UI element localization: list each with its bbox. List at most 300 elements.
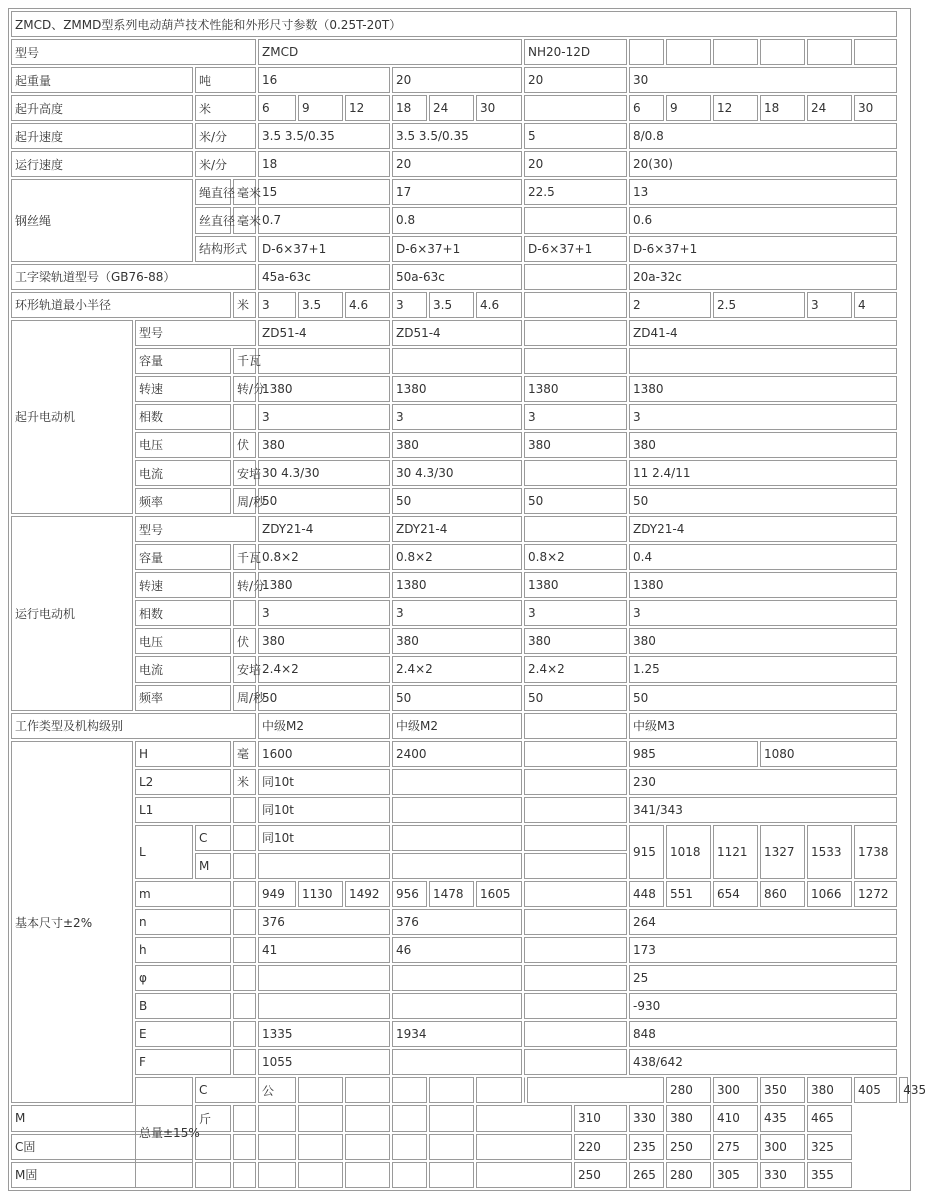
table-row — [11, 1077, 908, 1103]
table-cell: 总量±15% — [135, 1077, 193, 1188]
table-cell: 同10t — [258, 769, 390, 795]
table-row — [11, 1162, 908, 1188]
table-cell — [392, 1162, 427, 1188]
table-cell: h — [135, 937, 231, 963]
table-cell: 380 — [392, 432, 522, 458]
table-cell: 280 — [666, 1162, 711, 1188]
table-cell — [476, 1162, 572, 1188]
table-cell: 915 — [629, 825, 664, 879]
table-cell: 11 2.4/11 — [629, 460, 897, 486]
table-cell: n — [135, 909, 231, 935]
table-cell — [524, 95, 627, 121]
table-title: ZMCD、ZMMD型系列电动葫芦技术性能和外形尺寸参数（0.25T-20T） — [11, 11, 897, 37]
table-cell — [345, 1134, 390, 1160]
table-cell: 20 — [524, 67, 627, 93]
table-cell: 20(30) — [629, 151, 897, 177]
table-cell: 300 — [713, 1077, 758, 1103]
table-cell: 1380 — [392, 376, 522, 402]
table-cell: 41 — [258, 937, 390, 963]
table-cell — [524, 713, 627, 739]
table-cell — [258, 348, 390, 374]
table-row — [11, 937, 908, 963]
table-cell — [524, 348, 627, 374]
table-cell: 16 — [258, 67, 390, 93]
table-cell: 1605 — [476, 881, 522, 907]
table-cell — [233, 1162, 256, 1188]
table-cell: ZD51-4 — [392, 320, 522, 346]
table-cell: 运行速度 — [11, 151, 193, 177]
table-cell: 千瓦 — [233, 348, 256, 374]
table-cell: 250 — [574, 1162, 627, 1188]
table-cell: 985 — [629, 741, 758, 767]
table-cell: ZD41-4 — [629, 320, 897, 346]
table-cell — [233, 1134, 256, 1160]
table-cell: 0.8×2 — [258, 544, 390, 570]
table-cell: 容量 — [135, 348, 231, 374]
table-cell: 325 — [807, 1134, 852, 1160]
table-row — [11, 460, 908, 486]
table-row — [11, 348, 908, 374]
table-cell: 956 — [392, 881, 427, 907]
table-cell: 1533 — [807, 825, 852, 879]
table-row — [11, 769, 908, 795]
table-cell: 264 — [629, 909, 897, 935]
table-cell: 380 — [392, 628, 522, 654]
table-cell: 3 — [524, 404, 627, 430]
table-cell: 45a-63c — [258, 264, 390, 290]
table-row — [11, 685, 908, 711]
table-cell: ZDY21-4 — [258, 516, 390, 542]
table-cell: M — [195, 853, 231, 879]
table-cell — [258, 1105, 296, 1131]
table-cell: H — [135, 741, 231, 767]
table-row — [11, 123, 908, 149]
table-cell: 工字梁轨道型号（GB76-88） — [11, 264, 256, 290]
table-cell: 380 — [629, 628, 897, 654]
table-cell — [524, 825, 627, 851]
table-row — [11, 993, 908, 1019]
table-row — [11, 292, 908, 318]
table-cell: 3 — [392, 292, 427, 318]
table-cell — [233, 404, 256, 430]
table-cell — [392, 1049, 522, 1075]
table-cell: ZD51-4 — [258, 320, 390, 346]
table-cell: 转/分 — [233, 572, 256, 598]
table-cell — [195, 1134, 231, 1160]
table-cell: 伏 — [233, 628, 256, 654]
table-cell: 848 — [629, 1021, 897, 1047]
table-cell: 容量 — [135, 544, 231, 570]
table-row — [11, 965, 908, 991]
table-cell: 355 — [807, 1162, 852, 1188]
table-cell: 15 — [258, 179, 390, 205]
table-cell: 起升电动机 — [11, 320, 133, 514]
table-cell: 0.7 — [258, 207, 390, 233]
table-cell: 18 — [258, 151, 390, 177]
table-cell — [298, 1077, 343, 1103]
table-cell — [233, 909, 256, 935]
spec-table-body — [11, 11, 926, 1188]
table-cell — [392, 1134, 427, 1160]
table-cell — [392, 769, 522, 795]
table-cell: 50 — [524, 488, 627, 514]
table-cell — [524, 320, 627, 346]
table-cell: 米 — [195, 95, 256, 121]
table-cell: 330 — [629, 1105, 664, 1131]
table-cell: 3 — [258, 600, 390, 626]
table-cell: 米 — [233, 292, 256, 318]
table-cell: 1492 — [345, 881, 390, 907]
table-cell: C — [195, 1077, 256, 1103]
table-cell: 米/分 — [195, 151, 256, 177]
table-cell: 1080 — [760, 741, 897, 767]
table-cell: 中级M2 — [258, 713, 390, 739]
table-row — [11, 320, 908, 346]
table-cell: 1018 — [666, 825, 711, 879]
table-cell: 1380 — [524, 376, 627, 402]
table-cell: 运行电动机 — [11, 516, 133, 710]
table-cell — [629, 348, 897, 374]
table-cell — [233, 1105, 256, 1131]
table-cell — [429, 1077, 474, 1103]
table-cell: 12 — [345, 95, 390, 121]
table-cell — [429, 1134, 474, 1160]
table-cell: 丝直径 — [195, 207, 231, 233]
table-cell: 电压 — [135, 628, 231, 654]
table-cell: 起重量 — [11, 67, 193, 93]
table-cell: 30 — [476, 95, 522, 121]
table-cell — [233, 1049, 256, 1075]
table-cell — [345, 1105, 390, 1131]
table-cell — [524, 1077, 525, 1103]
table-cell: 频率 — [135, 488, 231, 514]
table-cell: 千瓦 — [233, 544, 256, 570]
table-cell — [392, 348, 522, 374]
table-cell: 235 — [629, 1134, 664, 1160]
table-cell: 安培 — [233, 656, 256, 682]
table-cell: 2.4×2 — [392, 656, 522, 682]
table-cell: 380 — [524, 432, 627, 458]
table-cell: 376 — [392, 909, 522, 935]
table-cell: 毫 — [233, 741, 256, 767]
spec-table — [8, 8, 926, 1191]
table-cell — [524, 993, 627, 1019]
table-cell: 50 — [392, 488, 522, 514]
table-cell — [392, 825, 522, 851]
table-cell: 转速 — [135, 572, 231, 598]
table-cell: 330 — [760, 1162, 805, 1188]
table-cell: 2.5 — [713, 292, 805, 318]
table-cell — [258, 965, 390, 991]
table-cell: 4.6 — [476, 292, 522, 318]
table-cell: 起升高度 — [11, 95, 193, 121]
table-row — [11, 600, 908, 626]
table-cell: 1327 — [760, 825, 805, 879]
table-cell: 9 — [298, 95, 343, 121]
table-row — [11, 544, 908, 570]
table-cell — [524, 909, 627, 935]
table-cell: m — [135, 881, 231, 907]
table-row — [11, 656, 908, 682]
table-cell: 1934 — [392, 1021, 522, 1047]
table-row — [11, 741, 908, 767]
table-cell: 0.4 — [629, 544, 897, 570]
table-cell: 绳直径 — [195, 179, 231, 205]
table-cell: 伏 — [233, 432, 256, 458]
table-cell: 17 — [392, 179, 522, 205]
table-cell: 25 — [629, 965, 897, 991]
table-cell — [429, 1162, 474, 1188]
table-cell: 300 — [760, 1134, 805, 1160]
table-cell — [476, 1077, 522, 1103]
table-cell: 8/0.8 — [629, 123, 897, 149]
table-cell — [233, 993, 256, 1019]
table-cell — [233, 600, 256, 626]
table-cell — [233, 1021, 256, 1047]
table-cell: ZDY21-4 — [629, 516, 897, 542]
table-cell: 50 — [258, 685, 390, 711]
table-cell: 654 — [713, 881, 758, 907]
table-row — [11, 39, 908, 65]
table-cell: D-6×37+1 — [524, 236, 627, 262]
table-cell: 毫米 — [233, 179, 256, 205]
table-cell: C固 — [11, 1134, 193, 1160]
table-cell: 1335 — [258, 1021, 390, 1047]
table-row — [11, 1049, 908, 1075]
table-cell: 3 — [629, 600, 897, 626]
table-cell: 型号 — [135, 320, 256, 346]
table-cell — [392, 993, 522, 1019]
table-cell — [524, 797, 627, 823]
table-cell: 448 — [629, 881, 664, 907]
table-cell: 20 — [392, 151, 522, 177]
table-cell — [233, 797, 256, 823]
table-cell — [524, 937, 627, 963]
table-cell: 1121 — [713, 825, 758, 879]
table-cell — [666, 39, 711, 65]
table-cell: 380 — [524, 628, 627, 654]
table-cell: D-6×37+1 — [258, 236, 390, 262]
table-cell: 173 — [629, 937, 897, 963]
table-row — [11, 67, 908, 93]
table-cell: F — [135, 1049, 231, 1075]
table-cell: 1.25 — [629, 656, 897, 682]
table-cell — [392, 965, 522, 991]
table-cell: 1066 — [807, 881, 852, 907]
table-cell: 结构形式 — [195, 236, 256, 262]
table-cell: 3 — [258, 292, 296, 318]
table-cell — [233, 853, 256, 879]
table-cell: 1272 — [854, 881, 897, 907]
table-cell: M — [11, 1105, 193, 1131]
table-cell — [524, 292, 627, 318]
table-cell — [760, 39, 805, 65]
table-cell: 230 — [629, 769, 897, 795]
table-cell — [392, 1077, 427, 1103]
table-cell — [429, 1105, 474, 1131]
table-row — [11, 516, 908, 542]
table-cell: 起升速度 — [11, 123, 193, 149]
table-cell: 9 — [666, 95, 711, 121]
table-cell — [233, 825, 256, 851]
table-cell: 转/分 — [233, 376, 256, 402]
table-cell: 46 — [392, 937, 522, 963]
table-cell — [524, 207, 627, 233]
table-cell: L1 — [135, 797, 231, 823]
table-cell — [258, 993, 390, 1019]
table-cell: 250 — [666, 1134, 711, 1160]
table-cell: 220 — [574, 1134, 627, 1160]
table-cell: 4 — [854, 292, 897, 318]
table-row — [11, 264, 908, 290]
table-cell: 0.6 — [629, 207, 897, 233]
table-cell: 工作类型及机构级别 — [11, 713, 256, 739]
table-cell: 2400 — [392, 741, 522, 767]
table-cell: 1380 — [258, 376, 390, 402]
table-row — [11, 881, 908, 907]
table-cell: 24 — [429, 95, 474, 121]
table-cell: 2 — [629, 292, 711, 318]
table-cell: 275 — [713, 1134, 758, 1160]
table-cell: 吨 — [195, 67, 256, 93]
table-cell: 18 — [760, 95, 805, 121]
table-cell — [233, 881, 256, 907]
table-cell: 频率 — [135, 685, 231, 711]
table-cell: 1738 — [854, 825, 897, 879]
table-cell: 中级M2 — [392, 713, 522, 739]
table-cell: 1380 — [392, 572, 522, 598]
table-cell: 2.4×2 — [524, 656, 627, 682]
table-cell — [298, 1134, 343, 1160]
table-cell: 1380 — [258, 572, 390, 598]
table-cell — [524, 516, 627, 542]
table-cell: 周/秒 — [233, 488, 256, 514]
table-cell — [345, 1162, 390, 1188]
table-cell: 2.4×2 — [258, 656, 390, 682]
table-cell: 3.5 3.5/0.35 — [392, 123, 522, 149]
table-cell: 公 — [258, 1077, 296, 1103]
table-cell: 265 — [629, 1162, 664, 1188]
table-cell: 相数 — [135, 600, 231, 626]
table-cell: 型号 — [135, 516, 256, 542]
table-cell: 电流 — [135, 656, 231, 682]
table-cell: 465 — [807, 1105, 852, 1131]
table-cell: 50 — [524, 685, 627, 711]
table-cell: 380 — [807, 1077, 852, 1103]
table-row — [11, 376, 908, 402]
table-cell: 50 — [392, 685, 522, 711]
table-cell: 20 — [524, 151, 627, 177]
table-cell: 6 — [258, 95, 296, 121]
table-row — [11, 713, 908, 739]
table-cell: 435 — [760, 1105, 805, 1131]
table-cell: 438/642 — [629, 1049, 897, 1075]
table-cell: 3 — [524, 600, 627, 626]
table-cell: 24 — [807, 95, 852, 121]
table-row — [11, 488, 908, 514]
table-cell: 转速 — [135, 376, 231, 402]
table-cell: 米/分 — [195, 123, 256, 149]
table-cell: 50 — [629, 685, 897, 711]
table-row — [11, 628, 908, 654]
table-cell — [524, 741, 627, 767]
table-cell: 1380 — [629, 572, 897, 598]
table-cell: 1380 — [629, 376, 897, 402]
table-cell: 3 — [392, 404, 522, 430]
table-cell: 310 — [574, 1105, 627, 1131]
table-cell: 1478 — [429, 881, 474, 907]
table-cell: 18 — [392, 95, 427, 121]
table-cell — [524, 1049, 627, 1075]
table-cell: 30 4.3/30 — [392, 460, 522, 486]
table-cell: 341/343 — [629, 797, 897, 823]
table-cell — [392, 1105, 427, 1131]
table-cell: 30 4.3/30 — [258, 460, 390, 486]
table-cell: 0.8×2 — [524, 544, 627, 570]
table-cell — [298, 1162, 343, 1188]
table-cell — [476, 1134, 572, 1160]
table-cell — [392, 853, 522, 879]
table-row — [11, 432, 908, 458]
table-cell: 3 — [392, 600, 522, 626]
table-cell: φ — [135, 965, 231, 991]
table-cell: D-6×37+1 — [392, 236, 522, 262]
table-cell — [713, 39, 758, 65]
table-cell: 860 — [760, 881, 805, 907]
table-cell: 3.5 — [429, 292, 474, 318]
table-cell — [629, 39, 664, 65]
table-cell: 斤 — [195, 1105, 231, 1131]
table-cell — [392, 797, 522, 823]
table-cell: 30 — [629, 67, 897, 93]
table-cell: 435 — [899, 1077, 908, 1103]
table-cell — [233, 965, 256, 991]
table-cell: 30 — [854, 95, 897, 121]
table-cell: 380 — [666, 1105, 711, 1131]
table-row — [11, 1021, 908, 1047]
table-cell: 6 — [629, 95, 664, 121]
table-row — [11, 572, 908, 598]
table-cell: NH20-12D — [524, 39, 627, 65]
table-row — [11, 797, 908, 823]
table-cell: 350 — [760, 1077, 805, 1103]
table-cell — [524, 264, 627, 290]
table-cell — [524, 965, 627, 991]
table-row — [11, 95, 908, 121]
table-cell: 同10t — [258, 825, 390, 851]
table-cell — [854, 39, 897, 65]
table-cell: 3.5 — [298, 292, 343, 318]
table-cell: 3.5 3.5/0.35 — [258, 123, 390, 149]
table-cell: 12 — [713, 95, 758, 121]
table-cell: 电流 — [135, 460, 231, 486]
table-cell: 50 — [258, 488, 390, 514]
table-cell: 环形轨道最小半径 — [11, 292, 231, 318]
table-cell — [524, 769, 627, 795]
table-cell: D-6×37+1 — [629, 236, 897, 262]
table-cell — [807, 39, 852, 65]
table-cell: 相数 — [135, 404, 231, 430]
table-cell — [233, 937, 256, 963]
table-cell: 1380 — [524, 572, 627, 598]
table-cell — [524, 853, 627, 879]
table-cell: B — [135, 993, 231, 1019]
table-cell: 1600 — [258, 741, 390, 767]
table-cell: 电压 — [135, 432, 231, 458]
table-cell: M固 — [11, 1162, 193, 1188]
table-cell: 20 — [392, 67, 522, 93]
table-cell — [258, 1162, 296, 1188]
